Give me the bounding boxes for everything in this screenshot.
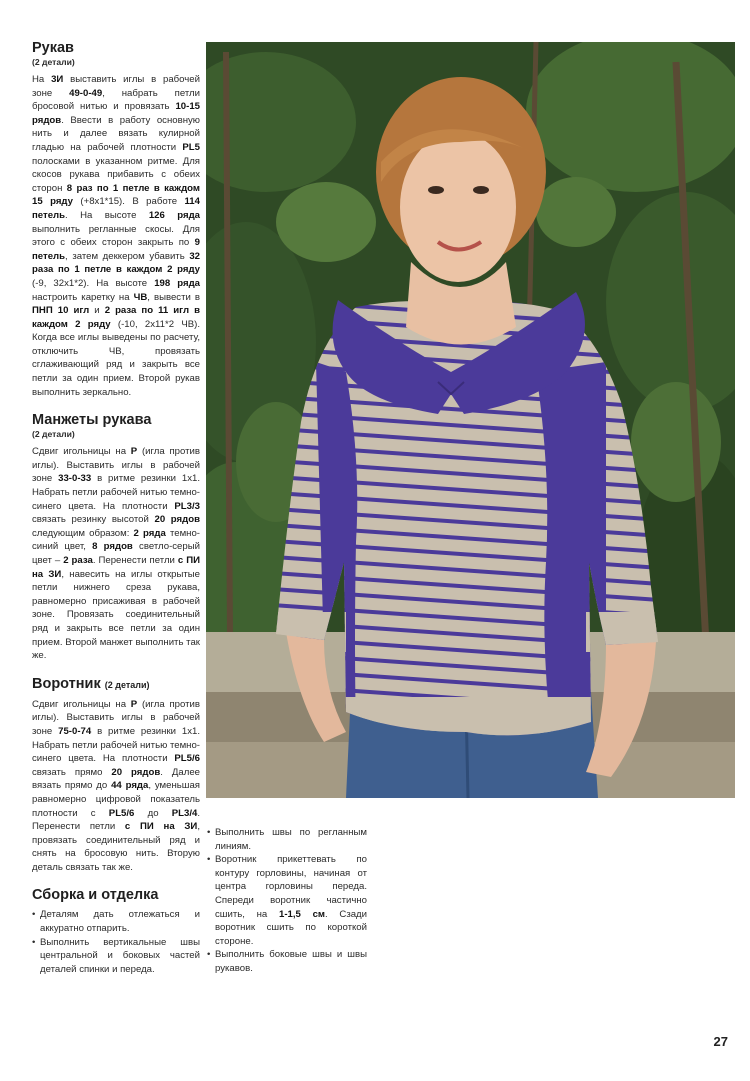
bold-value: PL5/6 [108, 807, 135, 819]
section-title-assembly: Сборка и отделка [32, 887, 159, 904]
list-item: • Деталям дать отлежаться и аккуратно отпарить. [32, 908, 200, 935]
bold-value: 126 ряда [148, 209, 200, 221]
section-sub-sleeve: (2 детали) [32, 57, 75, 67]
bold-value: 3И [51, 74, 64, 85]
paragraph-collar: Сдвиг игольницы на Р (игла против иглы). Выставить иглы в рабочей зоне 75-0-74 в ритме резинки 1х1. Набрать петли рабочей нитью темно-синего цвета. На плотности PL5/6 связать прямо 20 рядов. Далее вязать прямо до 44 ряда, уменьшая равномерно цифровой показатель плотности с PL5/6 до PL3/4. Перенести петли с ПИ на ЗИ, провязать соединительный ряд и снять на бросовую нить. Вторую деталь связать так же. [32, 698, 201, 873]
bold-value: с ПИ на ЗИ [124, 821, 198, 833]
bold-value: 33-0-33 [58, 473, 92, 485]
bold-value: 9 петель [32, 237, 200, 262]
bold-value: 32 раза по 1 петле в каждом 2 ряду [32, 250, 200, 276]
bold-value: Р [130, 698, 138, 710]
bold-value: с ПИ на ЗИ [32, 555, 201, 580]
bold-value: 44 ряда [111, 780, 149, 792]
section-heading-collar [32, 676, 200, 694]
list-item: • Выполнить вертикальные швы центральной и боковых частей деталей спинки и переда. [32, 936, 200, 977]
assembly-list-left [32, 908, 200, 976]
section-sub-collar: (2 детали) [104, 679, 150, 690]
bold-value: 10-15 рядов [32, 101, 200, 126]
bold-value: 8 рядов [92, 541, 133, 553]
bold-value: 1-1,5 см [278, 908, 326, 920]
section-title-sleeve: Рукав [32, 40, 74, 56]
bold-value: 20 рядов [154, 514, 200, 526]
bold-value: 8 раз по 1 петле в каждом 15 ряду [32, 182, 200, 208]
text-column-middle [207, 826, 367, 976]
bold-value: Р [130, 446, 138, 458]
list-item: • Выполнить швы по регланным линиям. [207, 826, 367, 853]
left-eye [428, 186, 444, 194]
bold-value: PL5 [182, 141, 200, 153]
list-item: • Выполнить боковые швы и швы рукавов. [207, 948, 367, 975]
bold-value: 75-0-74 [58, 725, 92, 737]
bold-value: 49-0-49 [69, 87, 103, 99]
bold-value: PL5/6 [174, 753, 200, 765]
bold-value: 2 ряда [133, 527, 166, 539]
bold-value: 198 ряда [154, 277, 200, 289]
face [400, 132, 516, 282]
bold-value: 114 петель [32, 196, 200, 221]
page-number: 27 [713, 1034, 728, 1049]
section-title-collar: Воротник [32, 675, 101, 692]
paragraph-cuffs: Сдвиг игольницы на Р (игла против иглы). Выставить иглы в рабочей зоне 33-0-33 в ритме резинки 1х1. Набрать петли рабочей нитью темно-синего цвета. На плотности PL3/3 связать резинку высотой 20 рядов следующим образом: 2 ряда темно-синий цвет, 8 рядов светло-серый цвет – 2 раза. Перенести петли с ПИ на ЗИ, навесить на иглы открытые петли нижнего среза рукава, равномерно присаживая в рабочей зоне. Провязать соединительный ряд и закрыть все петли за один прием. Второй манжет выполнить так же. [32, 446, 201, 662]
paragraph-sleeve: На 3И выставить иглы в рабочей зоне 49-0-49, набрать петли бросовой нитью и провязать 10-15 рядов. Ввести в работу основную нить и далее вязать кулирной гладью на рабочей плотности PL5 полосками в указанном ритме. Для скосов рукава прибавить с обеих сторон 8 раз по 1 петле в каждом 15 ряду (+8х1*15). В работе 114 петель. На высоте 126 ряда выполнить регланные скосы. Для этого с обеих сторон закрыть по 9 петель, затем деккером убавить 32 раза по 1 петле в каждом 2 ряду (-9, 32х1*2). На высоте 198 ряда настроить каретку на ЧВ, вывести в ПНП 10 игл и 2 раза по 11 игл в каждом 2 ряду (-10, 2х11*2 ЧВ). Когда все иглы выведены по расчету, отключить ЧВ, провязать сглаживающий ряд и закрыть все петли за один прием. Второй рукав выполнить зеркально. [32, 74, 200, 398]
model-photo [206, 42, 735, 798]
bold-value: 2 раза [63, 555, 93, 566]
list-item: • Воротник прикеттевать по контуру горловины, начиная от центра горловины переда. Спереди воротник частично сшить, на 1-1,5 см. Сзади воротник сшить по короткой стороне. [207, 853, 367, 948]
bold-value: ЧВ [133, 291, 148, 303]
bold-value: 2 раза по 11 игл в каждом 2 ряду [32, 305, 200, 330]
bold-value: PL3/4 [171, 807, 198, 819]
photo-illustration [206, 42, 735, 798]
section-title-cuffs: Манжеты рукава [32, 412, 152, 429]
section-sub-cuffs: (2 детали) [32, 429, 75, 440]
assembly-list-right [207, 826, 367, 976]
bold-value: PL3/3 [174, 500, 200, 512]
right-eye [473, 186, 489, 194]
bold-value: 20 рядов [111, 766, 161, 778]
text-column-left [32, 40, 200, 976]
bold-value: ПНП 10 игл [32, 305, 90, 317]
